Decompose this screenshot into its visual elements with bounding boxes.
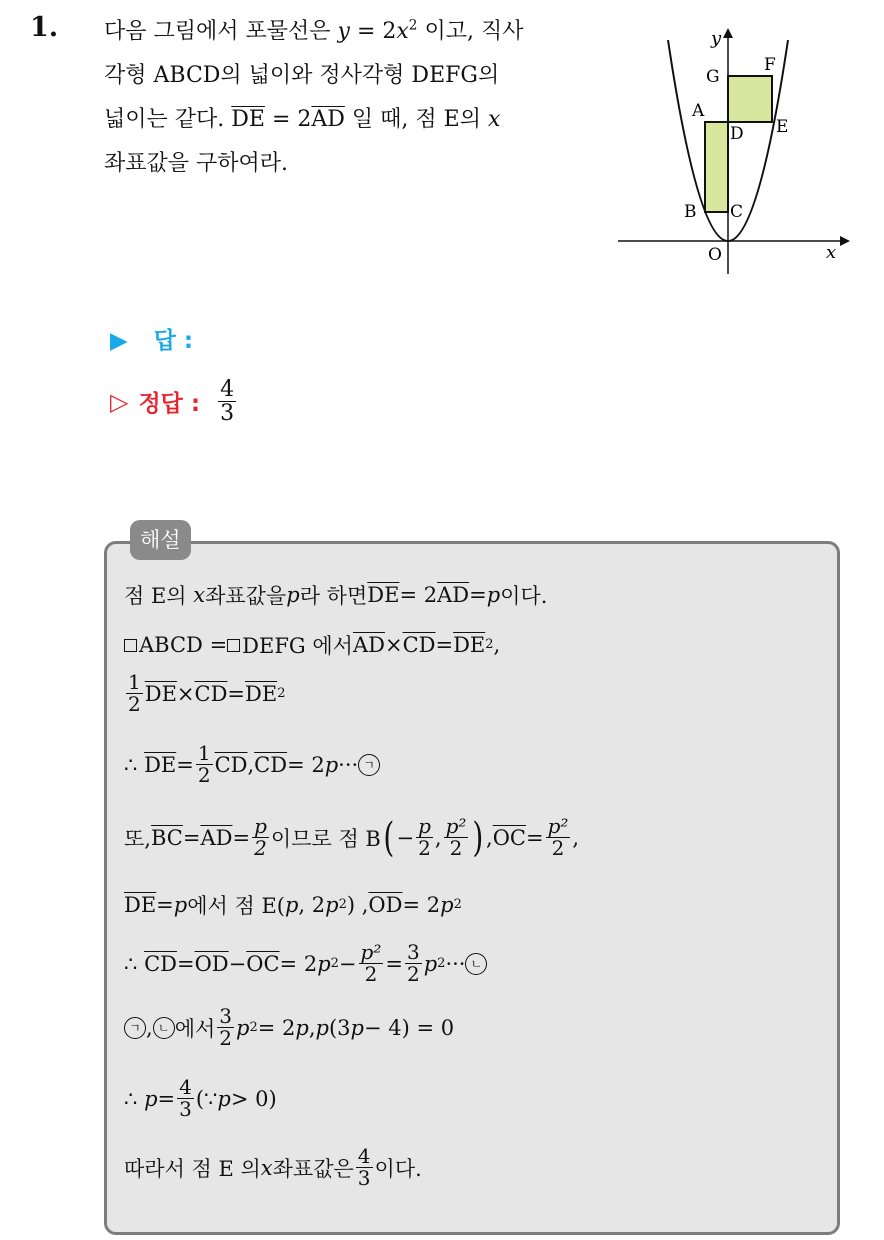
parabola-figure — [612, 22, 857, 282]
solution-line-7: ∴ $\overline{CD}$ = $\overline{OD}$ − $\overline{OC}$ = 2 p 2 − $\frac{\text{p²}}{2}$ = $\frac{3}{2}$ p 2 ··· ㄴ — [124, 942, 487, 985]
label-a: A — [692, 101, 705, 121]
answer-row — [110, 322, 193, 355]
solution-line-10: 따라서 점 E 의 x 좌표값은 $\frac{4}{3}$ 이다. — [124, 1144, 422, 1190]
solution-line-6: $\overline{DE}$ = p 에서 점 E( p , 2 p 2 ) , $\overline{OD}$ = 2 p 2 — [124, 893, 462, 918]
circled-mark: ㄴ — [153, 1017, 175, 1039]
correct-answer-fraction: $\frac{4}{3}$ — [220, 377, 235, 427]
y-axis-arrow — [723, 28, 733, 38]
circled-mark: ㄱ — [124, 1017, 146, 1039]
question-number: 1. — [30, 12, 59, 43]
label-f: F — [764, 55, 776, 75]
rectangle-symbol-icon — [124, 639, 137, 652]
circled-mark: ㄴ — [465, 953, 487, 975]
solution-line-4: ∴ $\overline{DE}$ = $\frac{1}{2}$ $\overline{CD}$ , $\overline{CD}$ = 2 p ··· ㄱ — [124, 743, 380, 786]
correct-answer-row — [110, 378, 238, 425]
solution-line-9: ∴ p = $\frac{4}{3}$ (∵ p > 0) — [124, 1075, 277, 1121]
x-axis-arrow — [840, 236, 850, 246]
circled-mark: ㄱ — [358, 754, 380, 776]
correct-answer-label: 정답 : — [138, 391, 201, 418]
solution-line-8: ㄱ , ㄴ 에서 $\frac{3}{2}$ p 2 = 2 p , p (3 p − 4) = 0 — [124, 1006, 454, 1049]
question-line-1: 다음 그림에서 포물선은 $y = 2x^2$ 이고, 직사 — [104, 17, 524, 44]
label-d: D — [730, 124, 744, 144]
label-c: C — [730, 202, 744, 222]
solution-line-2: ABCD = DEFG 에서 $\overline{AD}$ × $\overline{CD}$ = $\overline{DE}$ 2 , — [124, 630, 500, 660]
label-g: G — [706, 67, 720, 87]
question-text — [104, 10, 604, 186]
rectangle-abcd — [705, 122, 728, 212]
label-b: B — [684, 202, 697, 222]
label-y: y — [711, 28, 722, 49]
solution-line-5: 또, $\overline{BC}$ = $\overline{AD}$ = $\frac{p}{2}$ 이므로 점 B ( − $\frac{p}{2}$ , $\frac{\text{p²}}{2}$ ) , $\overline{OC}$ = $\frac{\text{p²}}{2}$ , — [124, 814, 580, 861]
question-line-2: 각형 ABCD의 넓이와 정사각형 DEFG의 — [104, 63, 500, 88]
question-line-4: 좌표값을 구하여라. — [104, 151, 289, 176]
play-arrow-icon: ▶ — [110, 328, 128, 354]
label-o: O — [708, 245, 722, 265]
solution-line-3: $\frac{1}{2}$ $\overline{DE}$ × $\overline{CD}$ = $\overline{DE}$ 2 — [128, 670, 286, 716]
square-defg — [728, 76, 772, 122]
label-e: E — [776, 117, 789, 137]
rectangle-symbol-icon — [227, 639, 240, 652]
question-line-3: 넓이는 같다. $\overline{DE} = 2\overline{AD}$ 일 때, 점 E의 x — [104, 107, 501, 132]
outline-arrow-icon: ▷ — [110, 387, 129, 416]
solution-line-1: 점 E의 x 좌표값을 p 라 하면 $\overline{DE}$ = 2 $\overline{AD}$ = p 이다. — [124, 583, 548, 608]
solution-tab: 해설 — [130, 520, 191, 560]
answer-label: 답 : — [153, 328, 194, 354]
label-x: x — [826, 242, 837, 263]
